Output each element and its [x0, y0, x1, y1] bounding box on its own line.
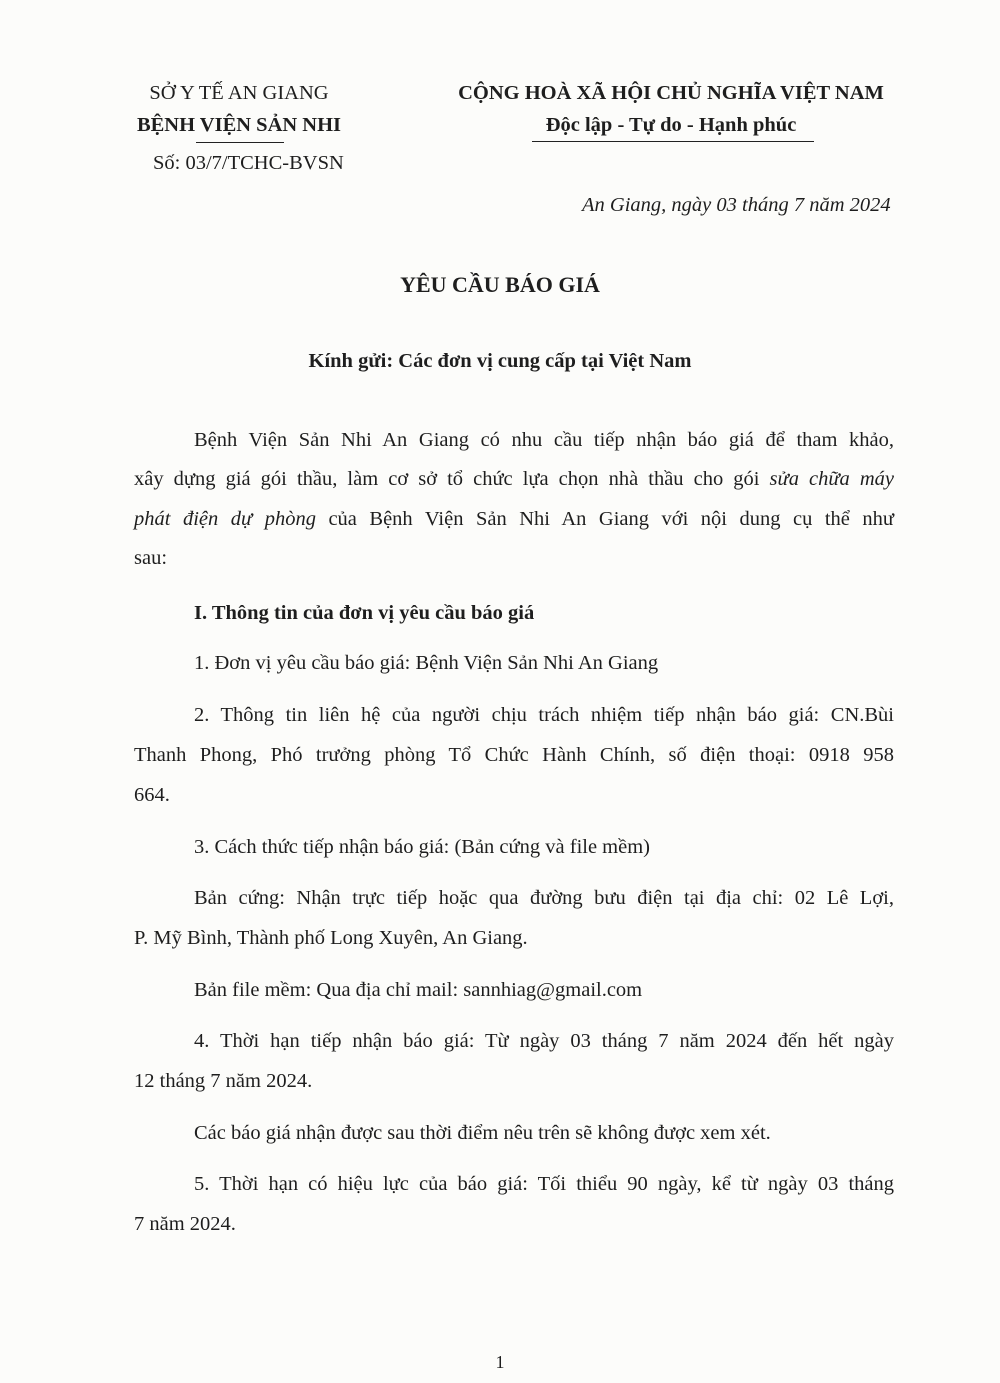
item-2-line-2: Thanh Phong, Phó trưởng phòng Tổ Chức Hành Chính, số điện thoại: 0918 958	[134, 744, 894, 766]
page-number: 1	[495, 1352, 505, 1372]
intro-line-3	[134, 508, 894, 531]
softcopy-line: Bản file mềm: Qua địa chỉ mail: sannhiag@gmail.com	[194, 979, 643, 1001]
intro-line-4: sau:	[134, 547, 168, 569]
late-note: Các báo giá nhận được sau thời điểm nêu trên sẽ không được xem xét.	[194, 1122, 771, 1144]
hardcopy-line-2: P. Mỹ Bình, Thành phố Long Xuyên, An Giang.	[134, 927, 528, 949]
intro-line-3-italic: phát điện dự phòng	[134, 508, 316, 530]
organization-underline	[196, 142, 284, 143]
item-2-line-1: 2. Thông tin liên hệ của người chịu trách nhiệm tiếp nhận báo giá: CN.Bùi	[194, 704, 894, 726]
intro-line-1: Bệnh Viện Sản Nhi An Giang có nhu cầu tiếp nhận báo giá để tham khảo,	[194, 429, 894, 451]
organization-name: BỆNH VIỆN SẢN NHI	[136, 114, 342, 136]
intro-line-2-italic: sửa chữa máy	[769, 468, 894, 490]
date-line: An Giang, ngày 03 tháng 7 năm 2024	[582, 194, 891, 216]
item-1: 1. Đơn vị yêu cầu báo giá: Bệnh Viện Sản Nhi An Giang	[194, 652, 659, 674]
item-4-line-1: 4. Thời hạn tiếp nhận báo giá: Từ ngày 03 tháng 7 năm 2024 đến hết ngày	[194, 1030, 894, 1052]
intro-line-2	[134, 468, 894, 491]
item-2-line-3: 664.	[134, 784, 170, 806]
greeting: Kính gửi: Các đơn vị cung cấp tại Việt Nam	[308, 350, 692, 372]
document-title: YÊU CẦU BÁO GIÁ	[400, 272, 600, 297]
item-5-line-2: 7 năm 2024.	[134, 1213, 236, 1235]
item-4-line-2: 12 tháng 7 năm 2024.	[134, 1070, 313, 1092]
motto-underline	[532, 141, 814, 142]
national-motto: Độc lập - Tự do - Hạnh phúc	[545, 114, 797, 136]
intro-line-2-text: xây dựng giá gói thầu, làm cơ sở tổ chức lựa chọn nhà thầu cho gói	[134, 468, 770, 490]
hardcopy-line-1: Bản cứng: Nhận trực tiếp hoặc qua đường bưu điện tại địa chỉ: 02 Lê Lợi,	[194, 887, 894, 909]
section-1-heading: I. Thông tin của đơn vị yêu cầu báo giá	[194, 602, 535, 624]
document-number: Số: 03/7/TCHC-BVSN	[153, 152, 344, 174]
agency-name: SỞ Y TẾ AN GIANG	[149, 82, 329, 104]
item-5-line-1: 5. Thời hạn có hiệu lực của báo giá: Tối thiểu 90 ngày, kể từ ngày 03 tháng	[194, 1173, 894, 1195]
country-name: CỘNG HOÀ XÃ HỘI CHỦ NGHĨA VIỆT NAM	[458, 82, 884, 104]
item-3: 3. Cách thức tiếp nhận báo giá: (Bản cứng và file mềm)	[194, 836, 650, 858]
intro-line-3-text: của Bệnh Viện Sản Nhi An Giang với nội dung cụ thể như	[315, 508, 895, 530]
